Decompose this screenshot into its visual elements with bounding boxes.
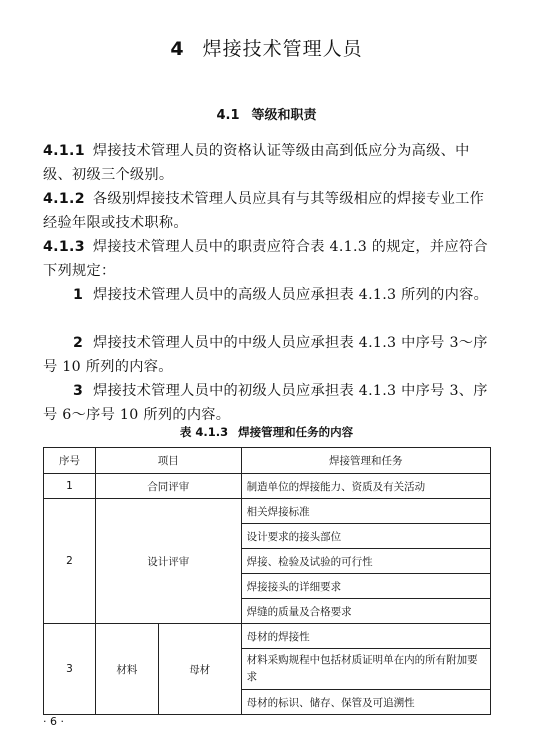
cell-seq: 1 [44, 474, 96, 499]
cell-seq: 2 [44, 499, 96, 624]
item-number: 2 [73, 335, 84, 351]
clause-4-1-2 [43, 187, 493, 235]
section-title-text: 等级和职责 [251, 108, 317, 123]
list-item-3 [43, 379, 493, 427]
cell-item: 材料 [95, 624, 158, 715]
cell-task: 制造单位的焊接能力、资质及有关活动 [241, 474, 490, 499]
cell-task: 母材的标识、储存、保管及可追溯性 [241, 690, 490, 715]
cell-seq: 3 [44, 624, 96, 715]
cell-subitem: 母材 [158, 624, 241, 715]
list-item-2 [43, 331, 493, 379]
cell-task: 母材的焊接性 [241, 624, 490, 649]
chapter-title [0, 34, 533, 61]
header-task: 焊接管理和任务 [241, 448, 490, 474]
clause-text: 焊接技术管理人员的资格认证等级由高到低应分为高级、中级、初级三个级别。 [43, 143, 470, 183]
duties-table [43, 447, 491, 715]
header-item: 项目 [95, 448, 241, 474]
clause-number: 4.1.1 [43, 143, 85, 159]
section-number: 4.1 [216, 108, 240, 123]
table-caption [0, 424, 533, 440]
cell-item: 设计评审 [95, 499, 241, 624]
clause-4-1-1 [43, 139, 493, 187]
table-number: 表 4.1.3 [179, 425, 229, 439]
cell-item: 合同评审 [95, 474, 241, 499]
clause-4-1-3 [43, 235, 493, 283]
cell-task: 焊缝的质量及合格要求 [241, 599, 490, 624]
chapter-title-text: 焊接技术管理人员 [202, 38, 363, 60]
item-number: 1 [73, 287, 84, 303]
item-text: 焊接技术管理人员中的高级人员应承担表 4.1.3 所列的内容。 [93, 287, 489, 303]
list-item-1 [43, 283, 493, 307]
table-row [44, 499, 491, 524]
table-row [44, 624, 491, 649]
item-text: 焊接技术管理人员中的初级人员应承担表 4.1.3 中序号 3、序号 6～序号 10 所列的内容。 [43, 383, 488, 423]
table-title: 焊接管理和任务的内容 [238, 425, 354, 439]
table-row [44, 474, 491, 499]
clause-text: 各级别焊接技术管理人员应具有与其等级相应的焊接专业工作经验年限或技术职称。 [43, 191, 485, 231]
item-text: 焊接技术管理人员中的中级人员应承担表 4.1.3 中序号 3～序号 10 所列的内容。 [43, 335, 488, 375]
clause-number: 4.1.2 [43, 191, 85, 207]
cell-task: 设计要求的接头部位 [241, 524, 490, 549]
cell-task: 焊接、检验及试验的可行性 [241, 549, 490, 574]
cell-task: 焊接接头的详细要求 [241, 574, 490, 599]
clause-number: 4.1.3 [43, 239, 85, 255]
page-number: · 6 · [43, 715, 64, 728]
cell-task: 材料采购规程中包括材质证明单在内的所有附加要求 [241, 649, 490, 690]
table-header-row [44, 448, 491, 474]
chapter-number: 4 [170, 38, 185, 60]
item-number: 3 [73, 383, 84, 399]
clause-text: 焊接技术管理人员中的职责应符合表 4.1.3 的规定，并应符合下列规定： [43, 239, 488, 279]
header-seq: 序号 [44, 448, 96, 474]
section-title [0, 104, 533, 123]
cell-task: 相关焊接标准 [241, 499, 490, 524]
